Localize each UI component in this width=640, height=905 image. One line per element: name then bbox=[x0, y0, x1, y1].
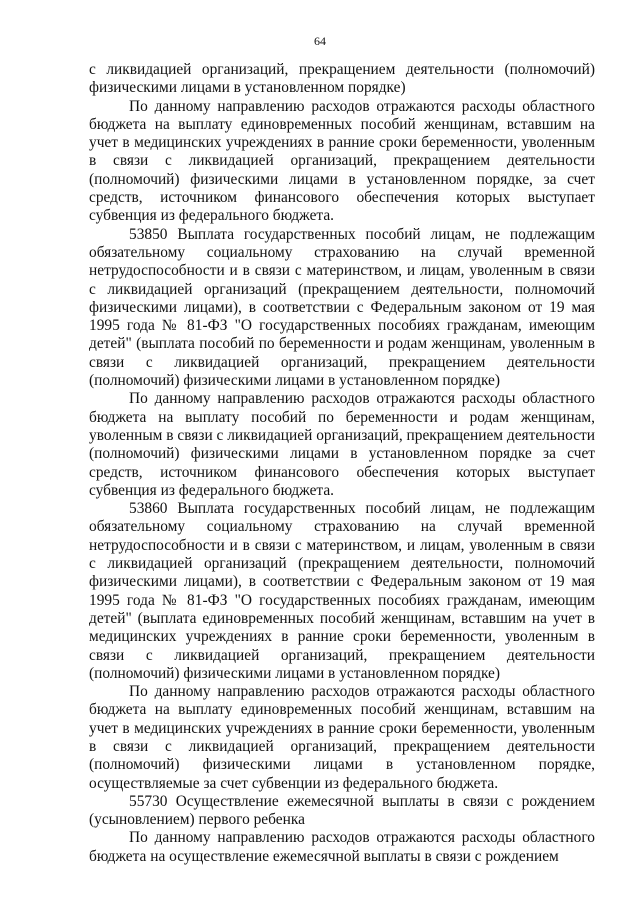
paragraph-description: По данному направлению расходов отражаются расходы областного бюджета на осуществление ежемесячной выплаты в связи с рождением bbox=[89, 829, 595, 865]
page-number: 64 bbox=[314, 34, 326, 48]
paragraph-code-53850: 53850 Выплата государственных пособий лицам, не подлежащим обязательному социальному страхованию на случай временной нетрудоспособности и в связи с материнством, и лицам, уволенным в связи с ликвидацией организаций (прекращением деятельности, полномочий физическими лицами), в соответствии с Федеральным законом от 19 мая 1995 года № 81-ФЗ "О государственных пособиях гражданам, имеющим детей" (выплата пособий по беременности и родам женщинам, уволенным в связи с ликвидацией организаций, прекращением деятельности (полномочий) физическими лицами в установленном порядке) bbox=[89, 225, 595, 390]
paragraph-code-55730: 55730 Осуществление ежемесячной выплаты в связи с рождением (усыновлением) первого ребенка bbox=[89, 792, 595, 829]
paragraph-description: По данному направлению расходов отражаются расходы областного бюджета на выплату единовременных пособий женщинам, вставшим на учет в медицинских учреждениях в ранние сроки беременности, уволенным в связи с ликвидацией организаций, прекращением деятельности (полномочий) физическими лицами в установленном порядке, за счет средств, источником финансового обеспечения которых выступает субвенция из федерального бюджета. bbox=[89, 97, 595, 225]
paragraph-description: По данному направлению расходов отражаются расходы областного бюджета на выплату единовременных пособий женщинам, вставшим на учет в медицинских учреждениях в ранние сроки беременности, уволенным в связи с ликвидацией организаций, прекращением деятельности (полномочий) физическими лицами в установленном порядке, осуществляемые за счет субвенции из федерального бюджета. bbox=[89, 683, 595, 792]
paragraph-continuation: с ликвидацией организаций, прекращением деятельности (полномочий) физическими лицами в установленном порядке) bbox=[89, 61, 595, 97]
paragraph-description: По данному направлению расходов отражаются расходы областного бюджета на выплату пособий по беременности и родам женщинам, уволенным в связи с ликвидацией организаций, прекращением деятельности (полномочий) физическими лицами в установленном порядке за счет средств, источником финансового обеспечения которых выступает субвенция из федерального бюджета. bbox=[89, 390, 595, 499]
paragraph-code-53860: 53860 Выплата государственных пособий лицам, не подлежащим обязательному социальному страхованию на случай временной нетрудоспособности и в связи с материнством, и лицам, уволенным в связи с ликвидацией организаций (прекращением деятельности, полномочий физическими лицами), в соответствии с Федеральным законом от 19 мая 1995 года № 81-ФЗ "О государственных пособиях гражданам, имеющим детей" (выплата единовременных пособий женщинам, вставшим на учет в медицинских учреждениях в ранние сроки беременности, уволенным в связи с ликвидацией организаций, прекращением деятельности (полномочий) физическими лицами в установленном порядке) bbox=[89, 500, 595, 682]
document-body bbox=[89, 61, 595, 866]
